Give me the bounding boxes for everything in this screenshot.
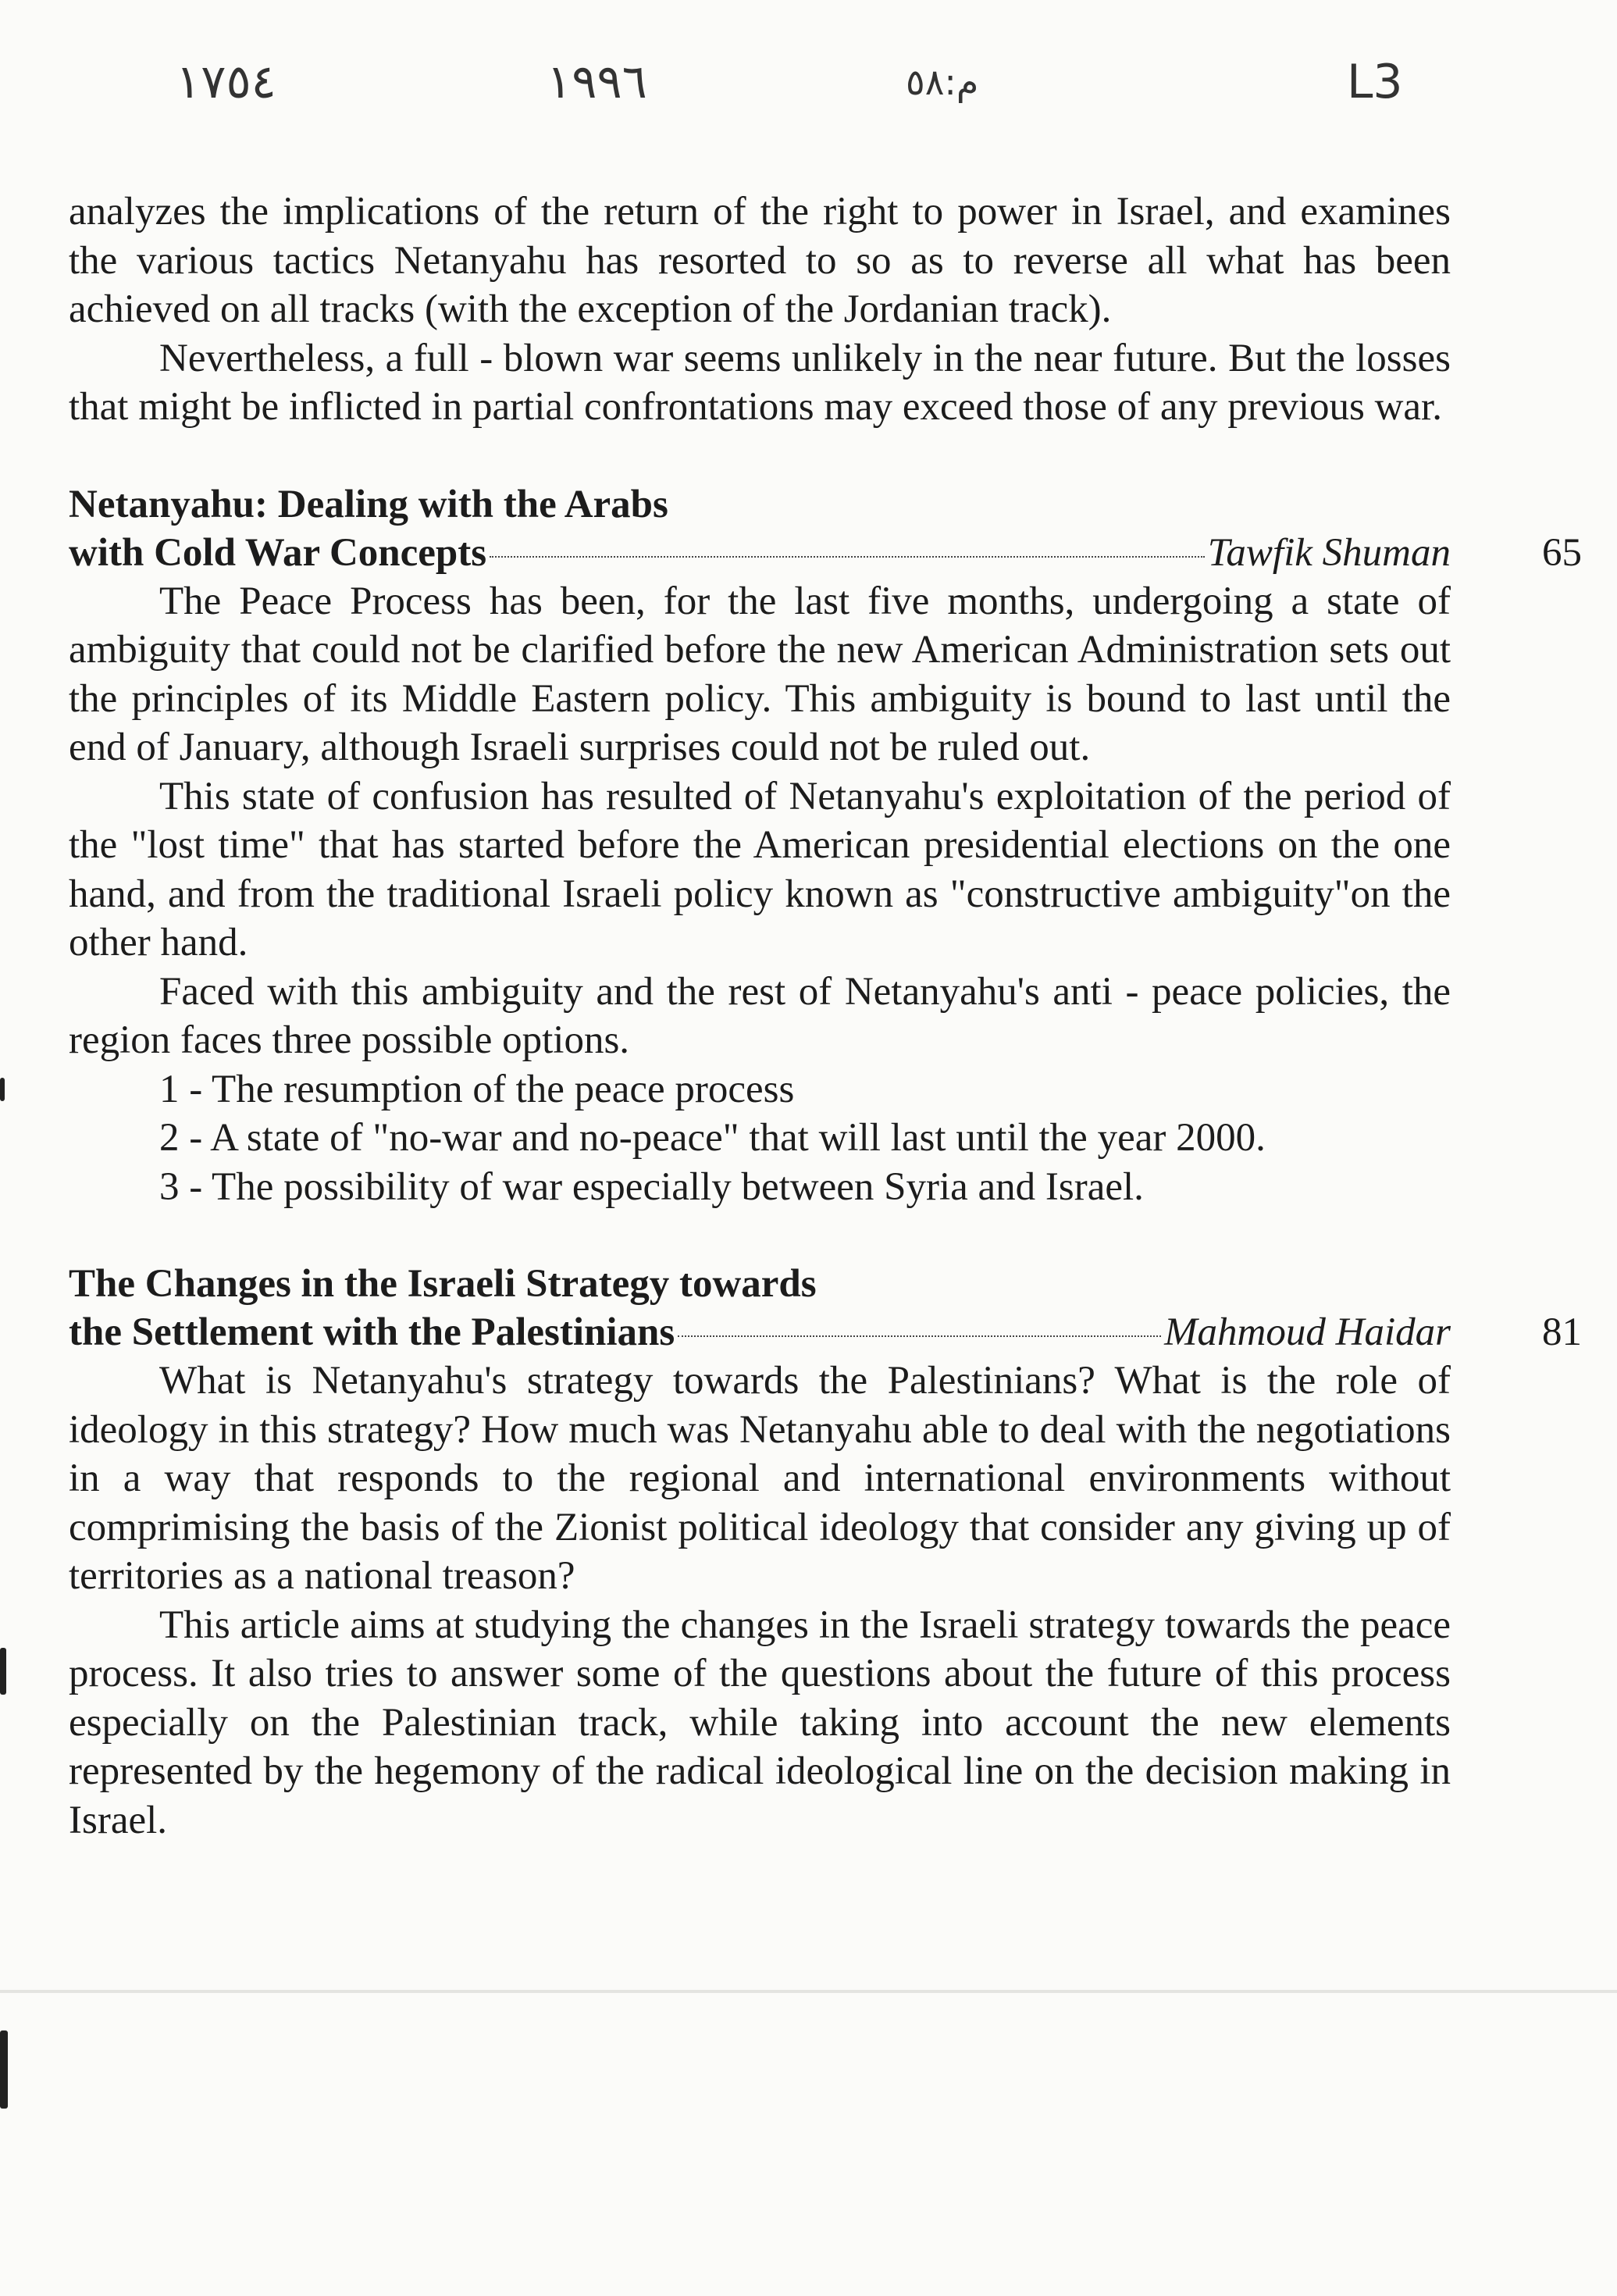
article-heading: [69, 480, 1582, 577]
intro-paragraph: Nevertheless, a full - blown war seems unlikely in the near future. But the losses that might be inflicted in partial confrontations may exceed those of any previous war.: [69, 336, 1451, 429]
bleed-through-rule: [0, 1990, 1617, 1993]
handwritten-mark: ١٩٩٦: [547, 55, 647, 109]
handwritten-mark: م:٥٨: [906, 61, 979, 103]
option-item: 3 - The possibility of war especially between Syria and Israel.: [159, 1164, 1144, 1209]
page-edge-mark: [0, 2030, 8, 2109]
article-title: the Settlement with the Palestinians: [69, 1310, 675, 1354]
page-number: 65: [1542, 530, 1582, 575]
dot-leader: [678, 1335, 1161, 1337]
page-edge-mark: [0, 1648, 6, 1695]
option-item: 1 - The resumption of the peace process: [159, 1067, 795, 1111]
article-paragraph: This state of confusion has resulted of Netanyahu's exploitation of the period of the "lost time" that has started before the American presidential elections on the one hand, and from the traditional Israeli policy known as "constructive ambiguity"on the other hand.: [69, 774, 1451, 964]
article-paragraph: What is Netanyahu's strategy towards the Palestinians? What is the role of ideology in this strategy? How much was Netanyahu able to deal with the negotiations in a way that responds to the regional and international environments without comprimising the basis of the Zionist political ideology that consider any giving up of territories as a national treason?: [69, 1359, 1451, 1598]
article-author: Tawfik Shuman: [1207, 530, 1451, 575]
main-text: [69, 187, 1582, 1845]
article-title: Netanyahu: Dealing with the Arabs: [69, 482, 668, 526]
article-title: with Cold War Concepts: [69, 530, 487, 575]
article-paragraph: This article aims at studying the changes in the Israeli strategy towards the peace process. It also tries to answer some of the questions about the future of this process especially on the Palestinian track, while taking into account the new elements represented by the hegemony of the radical ideological line on the decision making in Israel.: [69, 1603, 1451, 1842]
intro-paragraph: analyzes the implications of the return of the right to power in Israel, and examines the various tactics Netanyahu has resorted to so as to reverse all what has been achieved on all tracks (with the exception of the Jordanian track).: [69, 190, 1451, 331]
article-paragraph: The Peace Process has been, for the last five months, undergoing a state of ambiguity that could not be clarified before the new American Administration sets out the principles of its Middle Eastern policy. This ambiguity is bound to last until the end of January, although Israeli surprises could not be ruled out.: [69, 579, 1451, 769]
dot-leader: [490, 556, 1205, 558]
article-title: The Changes in the Israeli Strategy towards: [69, 1262, 817, 1306]
page-number: 81: [1542, 1310, 1582, 1354]
handwritten-mark: L3: [1347, 55, 1403, 109]
article-author: Mahmoud Haidar: [1164, 1310, 1451, 1354]
handwritten-mark: ١٧٥٤: [176, 55, 276, 109]
page-edge-mark: [0, 1078, 5, 1101]
option-item: 2 - A state of "no-war and no-peace" that will last until the year 2000.: [159, 1116, 1266, 1160]
article-heading: [69, 1260, 1582, 1357]
article-paragraph: Faced with this ambiguity and the rest of Netanyahu's anti - peace policies, the region faces three possible options.: [69, 969, 1451, 1062]
